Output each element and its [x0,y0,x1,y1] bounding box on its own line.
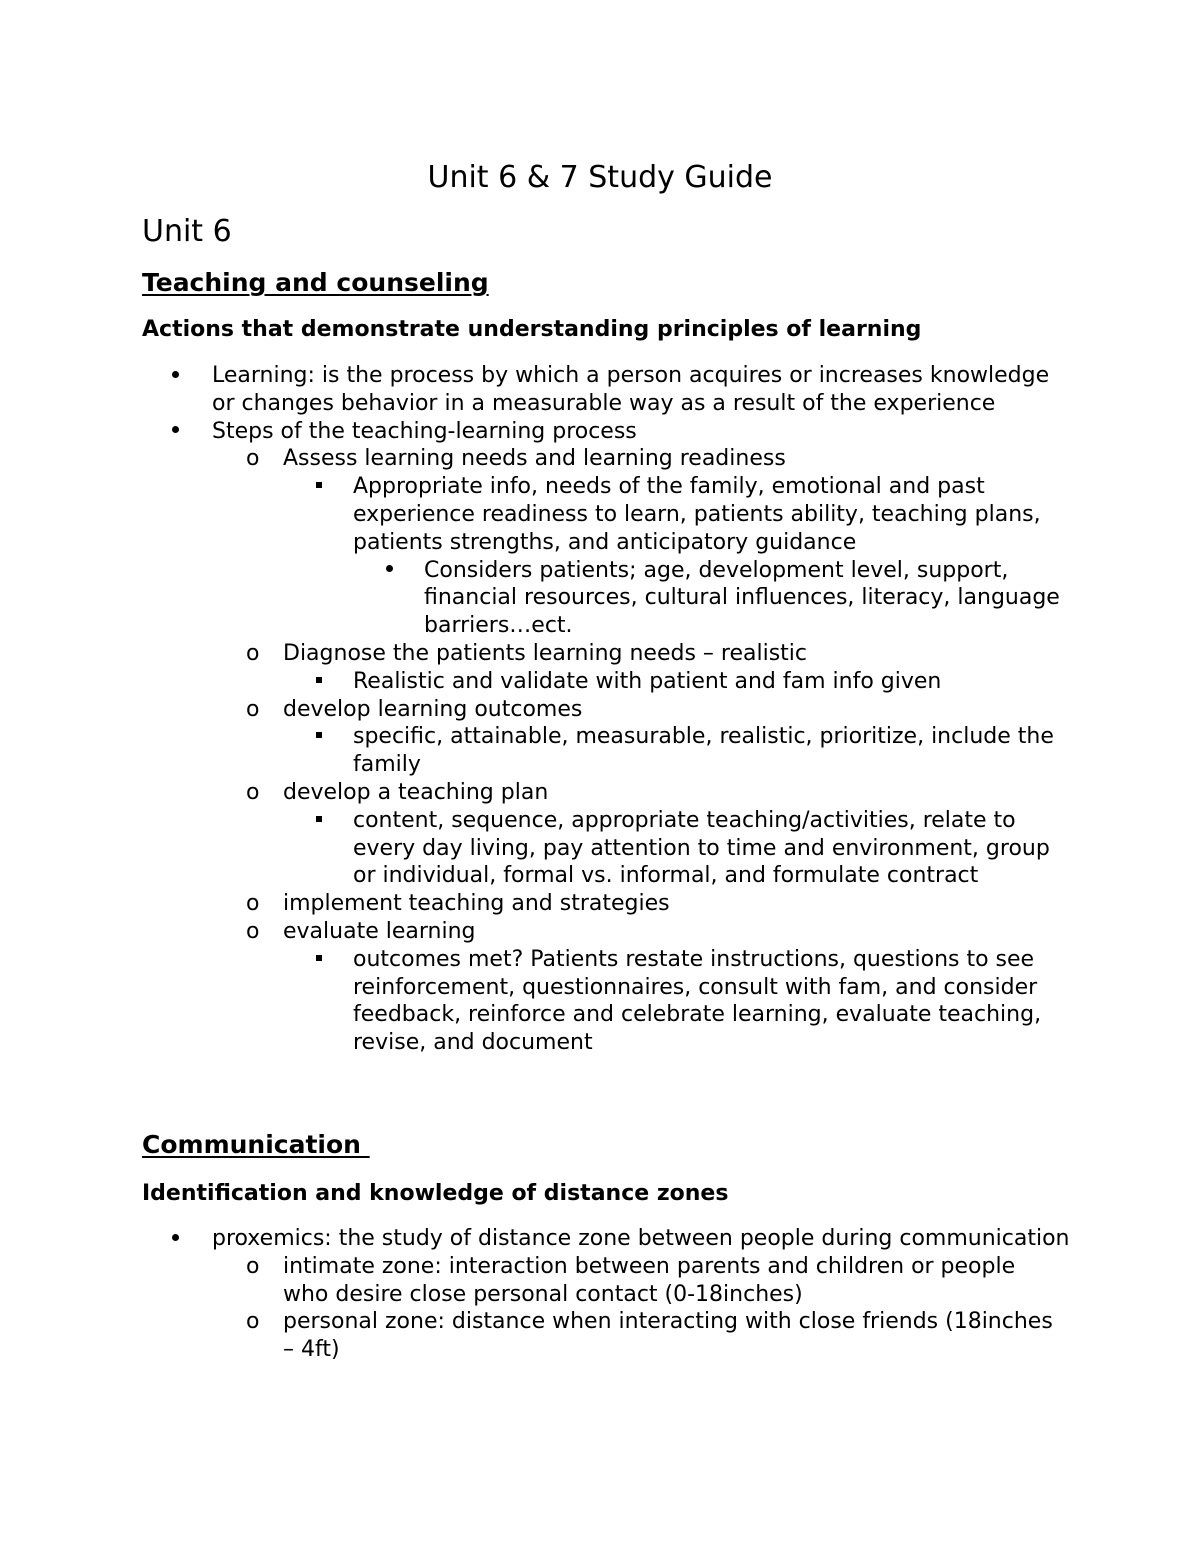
document-title: Unit 6 & 7 Study Guide [427,160,773,195]
bullet-circle-icon: o [246,779,260,805]
bullet-dot-icon [172,1225,179,1253]
section-heading-teaching: Teaching and counseling [142,268,489,297]
list-item: o personal zone: distance when interacting with close friends (18inches – 4ft) [246,1309,1053,1363]
bullet-circle-icon: o [246,1253,260,1279]
list-item: o develop learning outcomes [246,696,583,722]
teaching-list [0,362,1120,1057]
bullet-square-icon [316,668,322,696]
bullet-circle-icon: o [246,1309,260,1335]
bullet-square-icon [316,723,322,751]
section-heading-communication: Communication [142,1130,370,1159]
list-item: o Assess learning needs and learning readiness [246,446,786,472]
bullet-square-icon [316,946,322,974]
bullet-dot-icon [172,418,179,446]
list-item: o develop a teaching plan [246,779,549,805]
bullet-dot-icon [172,362,179,390]
list-item: o evaluate learning [246,918,476,944]
subheading-learning-principles: Actions that demonstrate understanding principles of learning [142,317,922,342]
list-item: o implement teaching and strategies [246,891,670,917]
list-item: Learning: is the process by which a person acquires or increases knowledge or changes behavior in a measurable way as a result of the experience [0,362,1072,418]
list-item: Appropriate info, needs of the family, emotional and past experience readiness to learn, patients ability, teaching plans, patients strengths, and anticipatory guidance [0,473,1063,556]
bullet-dot-icon [386,557,393,585]
bullet-circle-icon: o [246,696,260,722]
list-item: outcomes met? Patients restate instructions, questions to see reinforcement, questionnaires, consult with fam, and consider feedback, reinforce and celebrate learning, evaluate teaching, revise, and document [0,946,1063,1057]
bullet-circle-icon: o [246,891,260,917]
list-item: proxemics: the study of distance zone between people during communication [0,1225,1072,1253]
bullet-circle-icon: o [246,918,260,944]
communication-list [0,1225,1120,1364]
bullet-square-icon [316,473,322,501]
bullet-square-icon [316,807,322,835]
list-item: Considers patients; age, development level, support, financial resources, cultural influences, literacy, language barriers…ect. [0,557,1064,640]
list-item: content, sequence, appropriate teaching/activities, relate to every day living, pay attention to time and environment, group or individual, formal vs. informal, and formulate contract [0,807,1063,890]
list-item: Realistic and validate with patient and fam info given [0,668,1063,696]
subheading-distance-zones: Identification and knowledge of distance zones [142,1181,729,1206]
list-item: o Diagnose the patients learning needs – realistic [246,640,808,666]
bullet-circle-icon: o [246,640,260,666]
unit-heading: Unit 6 [142,214,232,249]
list-item: o intimate zone: interaction between parents and children or people who desire close personal contact (0-18inches) [246,1253,1016,1307]
bullet-circle-icon: o [246,446,260,472]
list-item: specific, attainable, measurable, realistic, prioritize, include the family [0,723,1063,779]
list-item: Steps of the teaching-learning process [0,418,1072,446]
